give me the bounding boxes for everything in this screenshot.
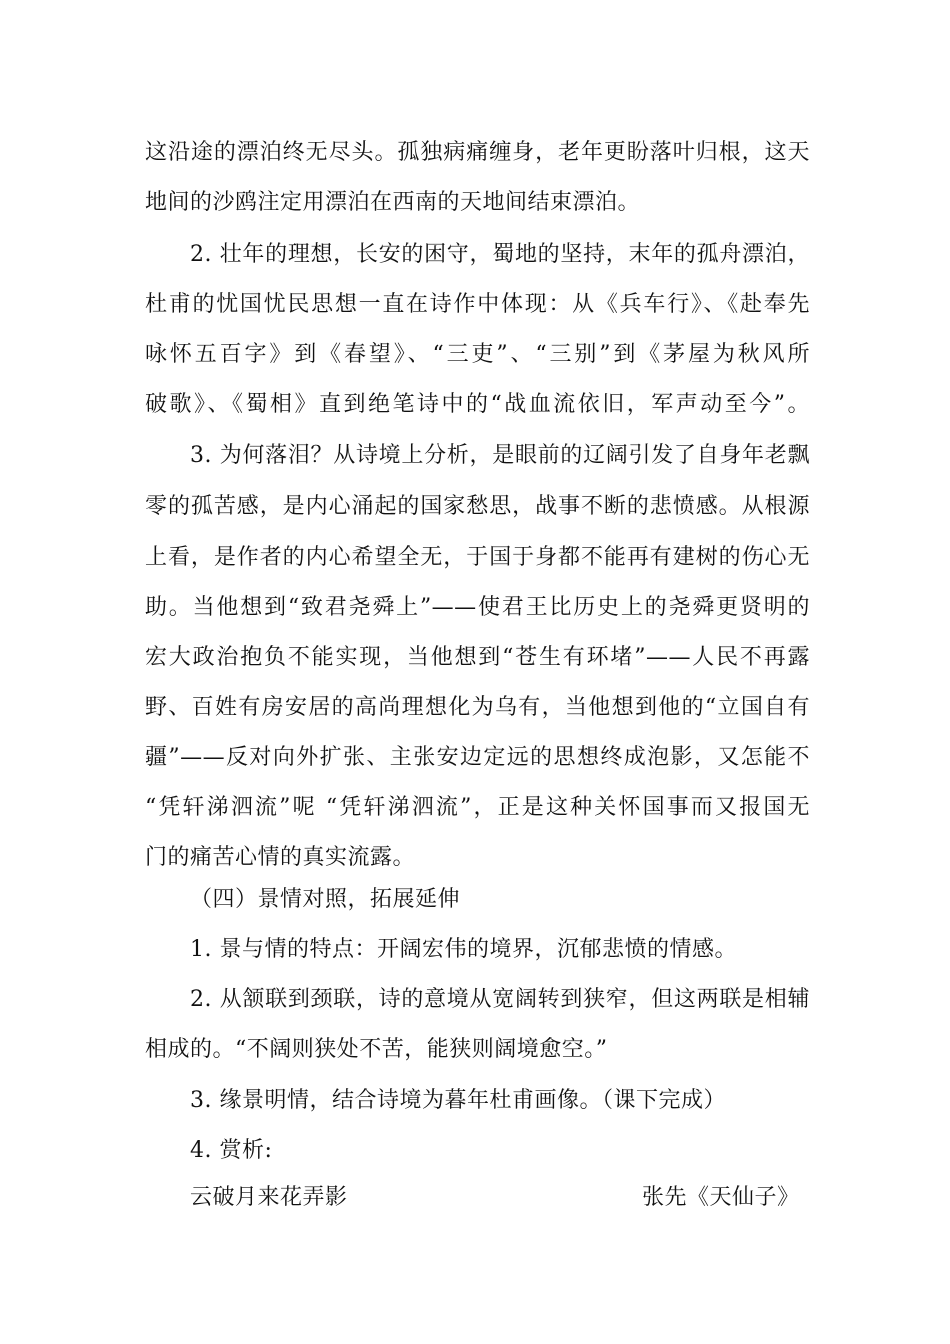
quote-row bbox=[190, 1183, 810, 1213]
paragraph-line: 这沿途的漂泊终无尽头。孤独病痛缠身，老年更盼落叶归根，这天 bbox=[145, 140, 810, 165]
paragraph-line: 零的孤苦感，是内心涌起的国家愁思，战事不断的悲愤感。从根源 bbox=[145, 494, 810, 519]
paragraph-line: 疆”——反对向外扩张、主张安边定远的思想终成泡影，又怎能不 bbox=[145, 745, 810, 770]
paragraph-line: 破歌》、《蜀相》直到绝笔诗中的“战血流依旧，军声动至今”。 bbox=[145, 392, 810, 417]
quote-line: 云破月来花弄影 bbox=[190, 1185, 348, 1210]
paragraph-line: “凭轩涕泗流”呢 “凭轩涕泗流”，正是这种关怀国事而又报国无 bbox=[145, 795, 810, 820]
paragraph-line: 1. 景与情的特点：开阔宏伟的境界，沉郁悲愤的情感。 bbox=[190, 937, 737, 962]
paragraph-line: 2. 从颔联到颈联，诗的意境从宽阔转到狭窄，但这两联是相辅 bbox=[190, 987, 810, 1012]
paragraph-line: 野、百姓有房安居的高尚理想化为乌有，当他想到他的“立国自有 bbox=[145, 695, 810, 720]
paragraph-line: 地间的沙鸥注定用漂泊在西南的天地间结束漂泊。 bbox=[145, 190, 641, 215]
paragraph-line: 助。当他想到“致君尧舜上”——使君王比历史上的尧舜更贤明的 bbox=[145, 595, 810, 620]
paragraph-line: 咏怀五百字》到《春望》、“三吏”、“三别”到《茅屋为秋风所 bbox=[145, 342, 810, 367]
section-heading: （四）景情对照，拓展延伸 bbox=[190, 887, 461, 912]
paragraph-line: 上看，是作者的内心希望全无，于国于身都不能再有建树的伤心无 bbox=[145, 545, 810, 570]
paragraph-line: 4. 赏析: bbox=[190, 1138, 273, 1163]
paragraph-line: 杜甫的忧国忧民思想一直在诗作中体现：从《兵车行》、《赴奉先 bbox=[145, 292, 810, 317]
paragraph-line: 宏大政治抱负不能实现，当他想到“苍生有环堵”——人民不再露 bbox=[145, 645, 810, 670]
paragraph-line: 3. 缘景明情，结合诗境为暮年杜甫画像。（课下完成） bbox=[190, 1088, 726, 1113]
paragraph-line: 门的痛苦心情的真实流露。 bbox=[145, 845, 416, 870]
paragraph-line: 3. 为何落泪？从诗境上分析，是眼前的辽阔引发了自身年老飘 bbox=[190, 443, 810, 468]
paragraph-line: 相成的。“不阔则狭处不苦，能狭则阔境愈空。” bbox=[145, 1037, 608, 1062]
quote-source: 张先《天仙子》 bbox=[642, 1185, 800, 1210]
paragraph-line: 2. 壮年的理想，长安的困守，蜀地的坚持，末年的孤舟漂泊， bbox=[190, 242, 810, 267]
